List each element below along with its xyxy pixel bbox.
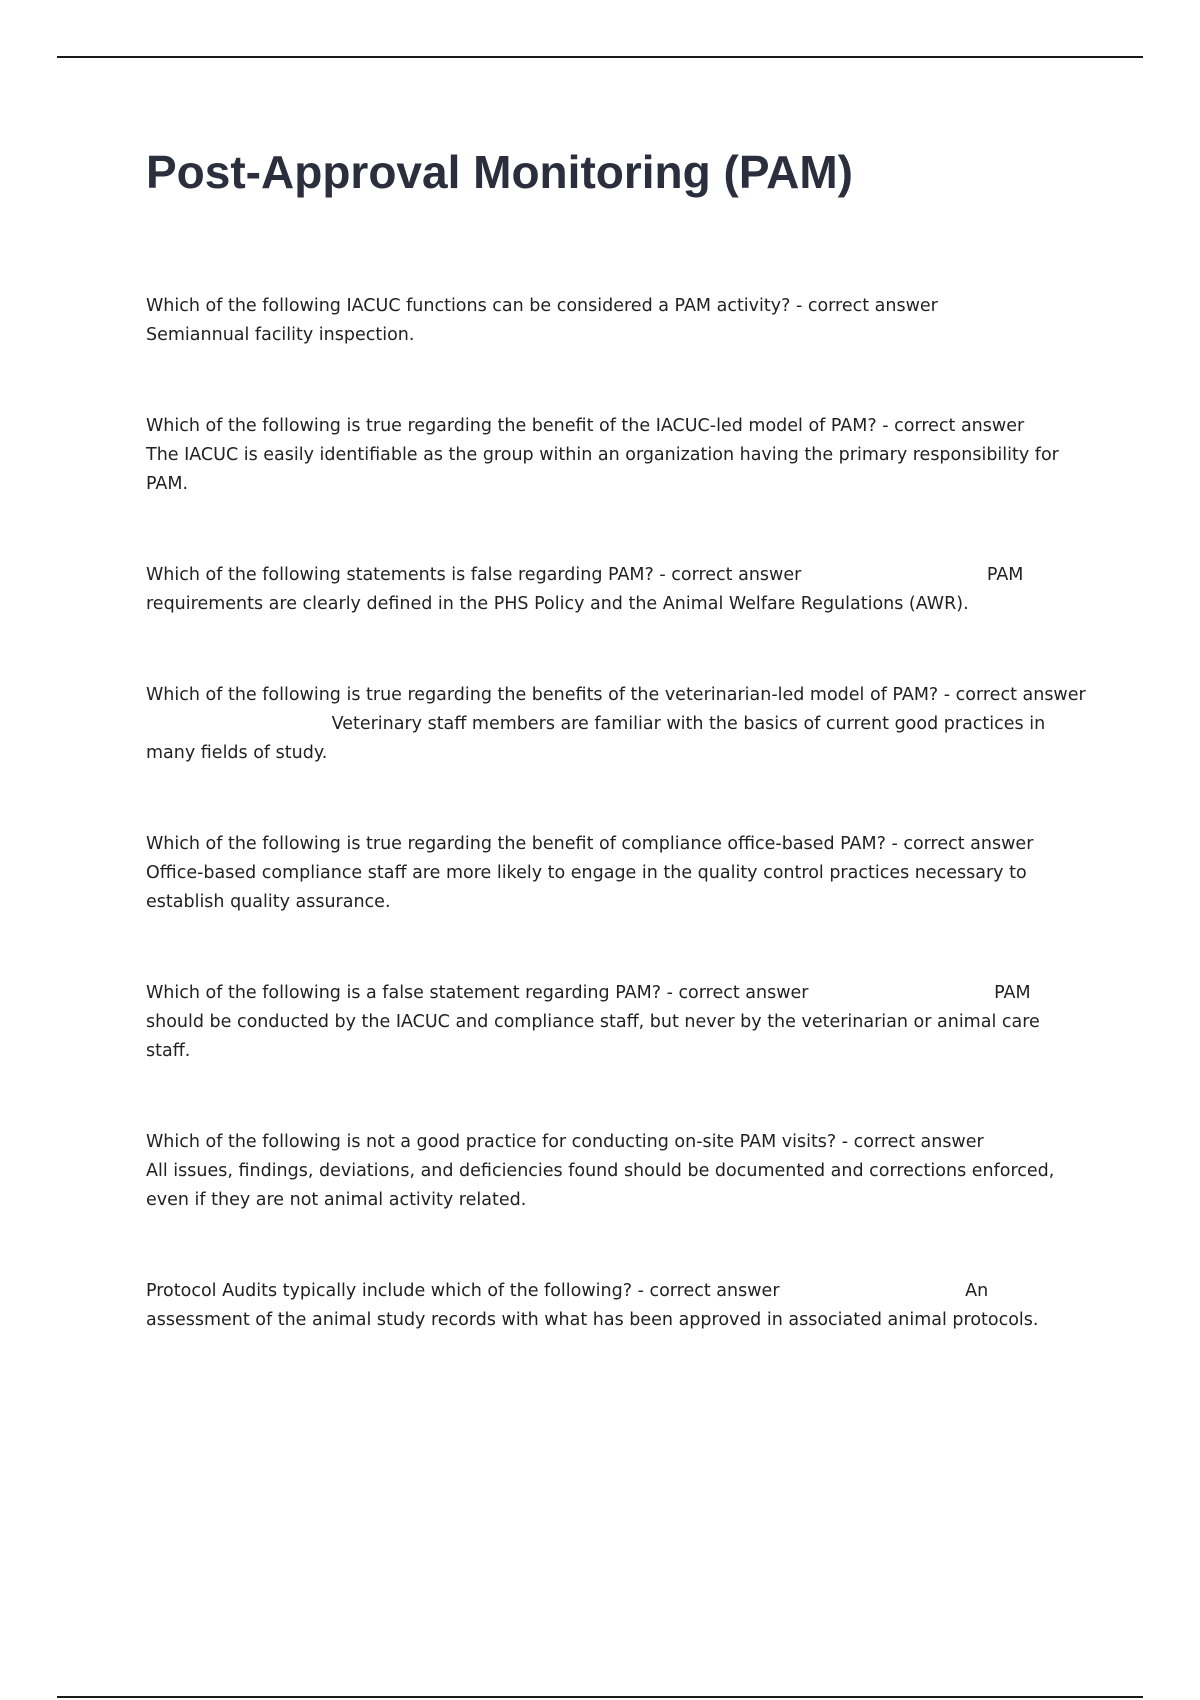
question-text: Which of the following is true regarding the benefit of the IACUC-led model of PAM? bbox=[146, 416, 877, 436]
question-text: Which of the following is true regarding the benefits of the veterinarian-led model of PAM? bbox=[146, 685, 939, 705]
question-text: Which of the following IACUC functions can be considered a PAM activity? bbox=[146, 296, 791, 316]
answer-separator: - correct answer bbox=[632, 1281, 780, 1301]
qa-item bbox=[146, 1277, 1086, 1335]
qa-item bbox=[146, 681, 1086, 768]
qa-item bbox=[146, 412, 1086, 499]
question-text: Which of the following is true regarding the benefit of compliance office-based PAM? bbox=[146, 834, 886, 854]
question-text: Which of the following is a false statement regarding PAM? bbox=[146, 983, 661, 1003]
answer-text: An assessment of the animal study records with what has been approved in associated animal protocols. bbox=[146, 1281, 1039, 1330]
bottom-rule bbox=[57, 1696, 1143, 1698]
answer-text: Veterinary staff members are familiar with the basics of current good practices in many fields of study. bbox=[146, 714, 1046, 763]
answer-separator: - correct answer bbox=[653, 565, 802, 585]
qa-item bbox=[146, 1128, 1086, 1215]
question-text: Which of the following is not a good practice for conducting on-site PAM visits? bbox=[146, 1132, 837, 1152]
answer-text: The IACUC is easily identifiable as the group within an organization having the primary responsibility for PAM. bbox=[146, 445, 1059, 494]
qa-item bbox=[146, 979, 1086, 1066]
qa-item bbox=[146, 292, 1086, 350]
answer-separator: - correct answer bbox=[885, 834, 1034, 854]
answer-separator: - correct answer bbox=[938, 685, 1086, 705]
qa-list bbox=[146, 292, 1086, 1397]
answer-text: Office-based compliance staff are more likely to engage in the quality control practices necessary to establish quality assurance. bbox=[146, 863, 1027, 912]
question-text: Protocol Audits typically include which of the following? bbox=[146, 1281, 633, 1301]
top-rule bbox=[57, 56, 1143, 58]
answer-text: PAM should be conducted by the IACUC and compliance staff, but never by the veterinarian or animal care staff. bbox=[146, 983, 1040, 1061]
answer-separator: - correct answer bbox=[876, 416, 1025, 436]
answer-text: All issues, findings, deviations, and deficiencies found should be documented and corrections enforced, even if they are not animal activity related. bbox=[146, 1161, 1055, 1210]
answer-separator: - correct answer bbox=[790, 296, 938, 316]
answer-text: PAM requirements are clearly defined in the PHS Policy and the Animal Welfare Regulations (AWR). bbox=[146, 565, 1024, 614]
question-text: Which of the following statements is false regarding PAM? bbox=[146, 565, 654, 585]
answer-separator: - correct answer bbox=[661, 983, 809, 1003]
qa-item bbox=[146, 561, 1086, 619]
answer-text: Semiannual facility inspection. bbox=[146, 325, 415, 345]
answer-separator: - correct answer bbox=[836, 1132, 984, 1152]
qa-item bbox=[146, 830, 1086, 917]
page-title: Post-Approval Monitoring (PAM) bbox=[146, 146, 853, 198]
